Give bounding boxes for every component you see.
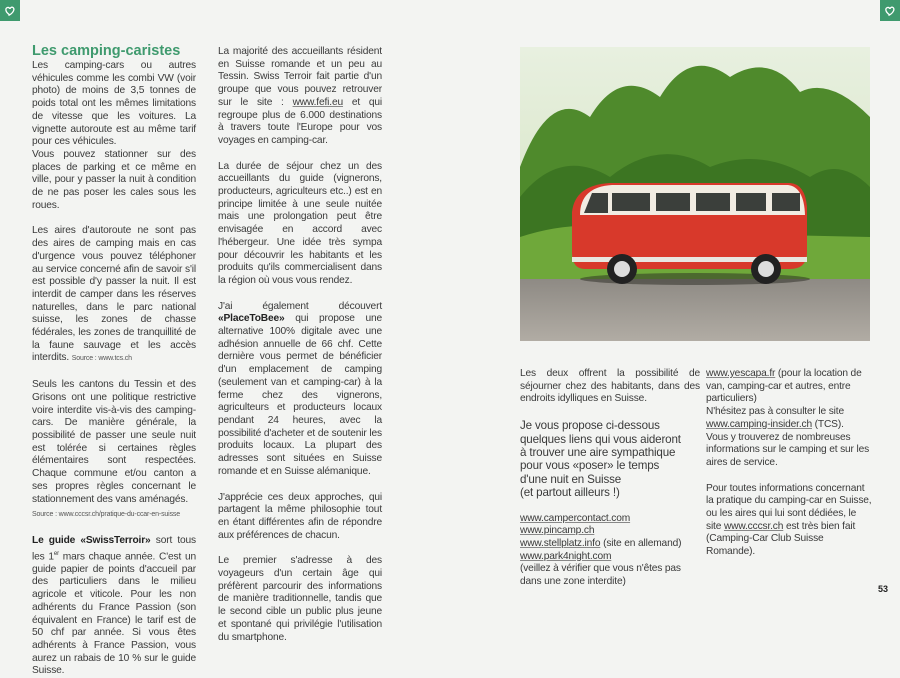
paragraph: J'apprécie ces deux approches, qui partagent la même philosophie tout en étant différentes afin de répondre aux préférences de chacun. [218, 491, 382, 541]
column-2 [218, 46, 382, 644]
source-note: Source : www.cccsr.ch/pratique-du-ccar-en-suisse [32, 511, 181, 519]
link-park4night[interactable]: www.park4night.com [520, 550, 612, 562]
link-yescapa[interactable]: www.yescapa.fr [706, 368, 776, 379]
paragraph: Vous pouvez stationner sur des places de parking et ce même en ville, pour y passer la nuit à condition de ne pas poser les cales sous les roues. [32, 148, 196, 211]
column-1 [32, 44, 196, 678]
heart-leaf-icon [4, 5, 16, 17]
paragraph: Pour toutes informations concernant la pratique du camping-car en Suisse, ou les aires qui lui sont dédiées, le site www.cccsr.ch est très bien fait (Camping-Car Club Suisse Romande). [706, 482, 872, 558]
paragraph: Le guide «SwissTerroir» sort tous les 1er mars chaque année. C'est un guide papier de points d'accueil par des particuliers dans le milieu agricole et viticole. Pour les non adhérents du France Passion (son équivalent en France) le tarif est de 50 chf par année. Si vous êtes adhérents à France Passion, vous aurez un rabais de 10 % sur le guide Suisse. [32, 534, 196, 677]
paragraph: Seuls les cantons du Tessin et des Grisons ont une politique restrictive voire interdite vis-à-vis des camping-cars. De manière générale, la possibilité de passer une seule nuit est tolérée si certaines règles élémentaires sont respectées. Chaque commune et/ou canton a ses propres règles concernant le stationnement des vans aménagés. [32, 379, 196, 505]
column-4 [706, 368, 872, 559]
paragraph: La durée de séjour chez un des accueillants du guide (vignerons, producteurs, agriculteurs etc..) est en principe limitée à une seule nuitée mais une prolongation peut être envisagée en accord avec l'hébergeur. Une idée très sympa pour découvrir les habitants et les produits qu'ils commercialisent dans la région où vous vous rendez. [218, 160, 382, 286]
paragraph: J'ai également découvert «PlaceToBee» qui propose une alternative 100% digitale avec une adhésion annuelle de 66 chf. Cette dernière vous permet de bénéficier d'un emplacement de camping (seulement van et camping-car) à la ferme chez des vignerons, agriculteurs et producteurs locaux pendant 24 heures, avec la possibilité d'acheter et de soutenir les produits locaux. La plupart des adresses sont situées en Suisse romande et en Suisse alémanique. [218, 300, 382, 477]
paragraph: Les deux offrent la possibilité de séjourner chez des habitants, dans des endroits idylliques en Suisse. [520, 368, 700, 405]
link-campercontact[interactable]: www.campercontact.com [520, 512, 631, 524]
page-number: 53 [877, 584, 888, 594]
link-fefi[interactable]: www.fefi.eu [292, 96, 344, 108]
paragraph: La majorité des accueillants résident en Suisse romande et un peu au Tessin. Swiss Terroir fait partie d'un groupe que vous pouvez retrouver sur le site : www.fefi.eu et qui regroupe plus de 6.000 destinations à travers toute l'Europe pour vos voyages en camping-car. [218, 46, 382, 146]
source-note: Source : www.tcs.ch [71, 355, 132, 363]
link-list: www.campercontact.com www.pincamp.ch www.stellplatz.info (site en allemand) www.park4night.com (veillez à vérifier que vous n'êtes pas dans une zone interdite) [520, 512, 682, 588]
paragraph: Le premier s'adresse à des voyageurs d'un certain âge qui préfèrent parcourir des informations de manière traditionnelle, tandis que le second cible un public plus jeune et spontané qui privilégie l'utilisation du smartphone. [218, 555, 382, 643]
link-camping-insider[interactable]: www.camping-insider.ch [706, 418, 812, 430]
column-3 [520, 368, 700, 589]
logo-badge-right [880, 0, 900, 21]
link-pincamp[interactable]: www.pincamp.ch [520, 525, 595, 537]
heart-leaf-icon [884, 5, 896, 17]
intro-links-paragraph: Je vous propose ci-dessous quelques liens qui vous aideront à trouver une aire sympathique pour vous «poser» le temps d'une nuit en Suisse (et partout ailleurs !) [520, 419, 681, 500]
section-title: Les camping-caristes [32, 43, 181, 59]
paragraph: Les camping-cars ou autres véhicules comme les combi VW (voir photo) de moins de 3,5 tonnes de poids total ont les mêmes limitations de vitesse que les voitures. La vignette autoroute est au même tarif pour ces véhicules. [32, 60, 196, 148]
link-cccsr[interactable]: www.cccsr.ch [723, 520, 784, 532]
vw-van-photo [520, 47, 870, 341]
paragraph: www.yescapa.fr (pour la location de van, camping-car et autres, entre particuliers) N'hésitez pas à consulter le site www.camping-insider.ch (TCS). Vous y trouverez de nombreuses informations sur le camping et sur les aires de service. [706, 368, 870, 468]
logo-badge-left [0, 0, 20, 21]
paragraph: Les aires d'autoroute ne sont pas des aires de camping mais en cas d'urgence vous pouvez téléphoner au service concerné afin de savoir s'il est possible d'y passer la nuit. Il est interdit de camper dans les réserves naturelles, dans le parc national suisse, les zones de chasse fédérales, les zones de tranquillité de la faune sauvage et les accès interdits. Source : www.tcs.ch [32, 225, 196, 364]
link-stellplatz[interactable]: www.stellplatz.info [520, 537, 601, 549]
